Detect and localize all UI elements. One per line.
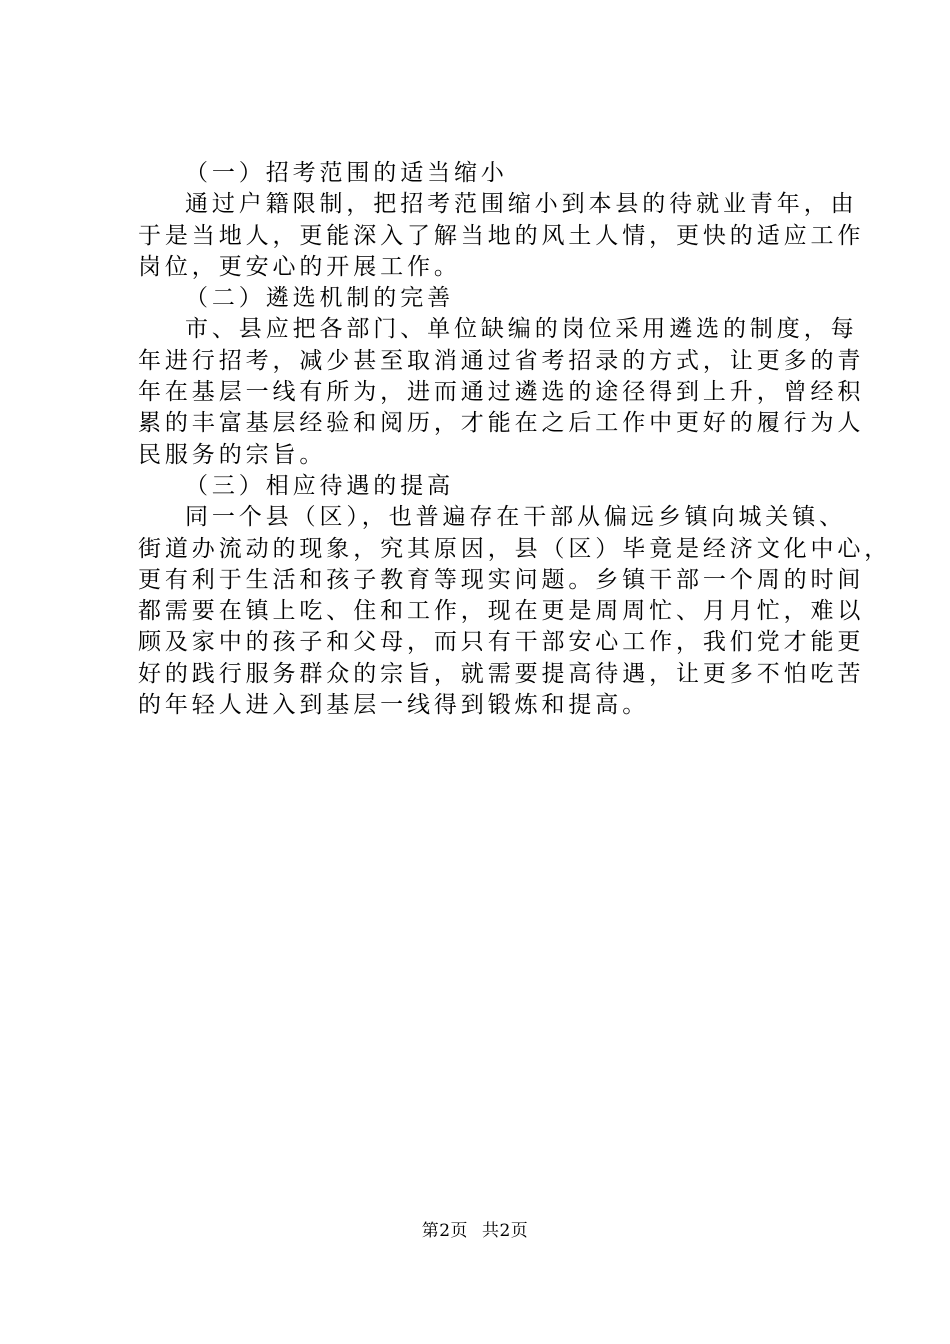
section-heading: （二）遴选机制的完善 [185, 285, 454, 312]
paragraph-line: 于是当地人，更能深入了解当地的风土人情，更快的适应工作 [138, 222, 865, 249]
paragraph-line: 年在基层一线有所为，进而通过遴选的途径得到上升，曾经积 [138, 379, 865, 406]
paragraph-line: 累的丰富基层经验和阅历，才能在之后工作中更好的履行为人 [138, 410, 865, 437]
paragraph-line: 顾及家中的孩子和父母，而只有干部安心工作，我们党才能更 [138, 629, 865, 656]
paragraph-line: 街道办流动的现象，究其原因，县（区）毕竟是经济文化中心， [138, 535, 892, 562]
paragraph-line: 年进行招考，减少甚至取消通过省考招录的方式，让更多的青 [138, 347, 865, 374]
page-footer [0, 1216, 950, 1241]
paragraph-line: 通过户籍限制，把招考范围缩小到本县的待就业青年，由 [185, 191, 858, 218]
paragraph-line: 更有利于生活和孩子教育等现实问题。乡镇干部一个周的时间 [138, 566, 865, 593]
paragraph-line: 好的践行服务群众的宗旨，就需要提高待遇，让更多不怕吃苦 [138, 660, 865, 687]
paragraph-line: 的年轻人进入到基层一线得到锻炼和提高。 [138, 692, 650, 719]
paragraph-line: 民服务的宗旨。 [138, 441, 327, 468]
page-total: 共2页 [481, 1221, 529, 1241]
paragraph-line: 市、县应把各部门、单位缺编的岗位采用遴选的制度，每 [185, 316, 858, 343]
paragraph-line: 都需要在镇上吃、住和工作，现在更是周周忙、月月忙，难以 [138, 598, 865, 625]
document-body [138, 158, 892, 721]
paragraph-line: 同一个县（区），也普遍存在干部从偏远乡镇向城关镇、 [185, 504, 846, 531]
page-number: 第2页 [421, 1221, 469, 1241]
section-heading: （三）相应待遇的提高 [185, 472, 454, 499]
section-heading: （一）招考范围的适当缩小 [185, 160, 508, 186]
paragraph-line: 岗位，更安心的开展工作。 [138, 253, 461, 280]
